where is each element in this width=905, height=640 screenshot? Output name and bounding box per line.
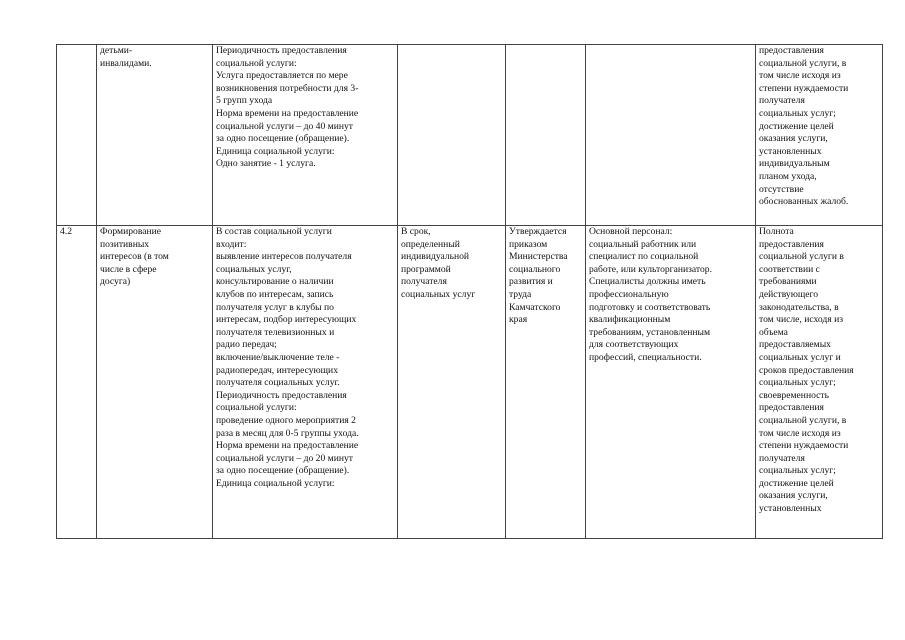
cell-line: досуга) <box>100 276 131 288</box>
cell-line: Камчатского <box>509 301 561 313</box>
cell-line: Услуга предоставляется по мере <box>216 70 348 82</box>
cell-line: Периодичность предоставления <box>216 45 347 56</box>
cell-line: сроков предоставления <box>759 364 854 376</box>
cell-line: 5 групп ухода <box>216 95 273 107</box>
cell-line: социальных услуг; <box>759 107 836 119</box>
cell-line: Единица социальной услуги: <box>216 145 335 157</box>
cell-line: В срок, <box>401 226 431 237</box>
cell-line: подготовку и соответствовать <box>589 301 711 313</box>
cell-line: профессиональную <box>589 288 669 300</box>
cell-number <box>57 45 97 226</box>
cell-line: степени нуждаемости <box>759 82 849 94</box>
cell-line: за одно посещение (обращение). <box>216 133 350 145</box>
cell-line: установленных <box>759 503 822 515</box>
cell-line: объема <box>759 326 788 338</box>
cell-line: индивидуальным <box>759 158 830 170</box>
cell-line: планом ухода, <box>759 170 817 182</box>
cell-line: социальных услуг; <box>759 377 836 389</box>
cell-line: клубов по интересам, запись <box>216 288 334 300</box>
cell-line: программой <box>401 263 451 275</box>
cell-indicators <box>756 226 883 539</box>
cell-line: своевременность <box>759 389 829 401</box>
cell-line: радио передач; <box>216 339 277 351</box>
cell-line: индивидуальной <box>401 251 470 263</box>
cell-line: Норма времени на предоставление <box>216 107 359 119</box>
cell-line: требованиям, установленным <box>589 326 711 338</box>
cell-content <box>213 45 398 226</box>
cell-line: Норма времени на предоставление <box>216 440 359 452</box>
cell-line: определенный <box>401 238 460 250</box>
cell-number: 4.2 <box>57 226 97 539</box>
cell-line: социальных услуг <box>401 288 476 300</box>
cell-line: позитивных <box>100 238 150 250</box>
cell-line: включение/выключение теле - <box>216 351 340 363</box>
cell-line: предоставления <box>759 238 824 250</box>
cell-line: Единица социальной услуги: <box>216 477 335 489</box>
cell-line: социальный работник или <box>589 238 697 250</box>
cell-line: Полнота <box>759 226 794 237</box>
cell-line: числе в сфере <box>100 263 157 275</box>
cell-tariff <box>506 226 586 539</box>
cell-line: оказания услуги, <box>759 133 828 145</box>
cell-line: социальных услуг и <box>759 351 841 363</box>
cell-line: радиопередач, интересующих <box>216 364 338 376</box>
cell-line: интересам, подбор интересующих <box>216 314 357 326</box>
cell-line: социальной услуги: <box>216 402 297 414</box>
cell-line: Министерства <box>509 251 568 263</box>
cell-line: квалификационным <box>589 314 671 326</box>
cell-line: специалист по социальной <box>589 251 699 263</box>
cell-line: интересов (в том <box>100 251 169 263</box>
cell-line: предоставляемых <box>759 339 831 351</box>
cell-line: получателя телевизионных и <box>216 326 335 338</box>
cell-line: Одно занятие - 1 услуга. <box>216 158 316 170</box>
cell-line: том числе исходя из <box>759 70 841 82</box>
cell-line: края <box>509 314 528 326</box>
cell-line: для соответствующих <box>589 339 679 351</box>
services-table <box>56 44 883 539</box>
cell-line: социальных услуг, <box>216 263 292 275</box>
cell-line: социальных услуг; <box>759 465 836 477</box>
cell-line: требованиями <box>759 276 817 288</box>
cell-line: получателя <box>401 276 447 288</box>
cell-line: получателя <box>759 452 805 464</box>
cell-line: достижение целей <box>759 120 834 132</box>
cell-line: социального <box>509 263 561 275</box>
cell-line: детьми- <box>100 45 133 56</box>
cell-line: проведение одного мероприятия 2 <box>216 414 356 426</box>
cell-line: Формирование <box>100 226 162 237</box>
cell-content <box>213 226 398 539</box>
cell-line: социальной услуги: <box>216 57 297 69</box>
cell-line: предоставления <box>759 402 824 414</box>
table-row <box>57 226 883 539</box>
cell-line: работе, или культорганизатор. <box>589 263 712 275</box>
cell-conditions <box>586 226 756 539</box>
cell-tariff <box>506 45 586 226</box>
cell-term <box>398 226 506 539</box>
cell-line: В состав социальной услуги <box>216 226 332 237</box>
cell-line: за одно посещение (обращение). <box>216 465 350 477</box>
cell-line: законодательства, в <box>759 301 839 313</box>
cell-line: Специалисты должны иметь <box>589 276 706 288</box>
cell-line: обоснованных жалоб. <box>759 196 849 208</box>
cell-line: получателя услуг в клубы по <box>216 301 334 313</box>
cell-line: том числе исходя из <box>759 427 841 439</box>
cell-line: степени нуждаемости <box>759 440 849 452</box>
cell-line: социальной услуги – до 20 минут <box>216 452 353 464</box>
cell-line: том числе, исходя из <box>759 314 844 326</box>
cell-line: Основной персонал: <box>589 226 673 237</box>
cell-line: установленных <box>759 145 822 157</box>
cell-term <box>398 45 506 226</box>
cell-line: социальной услуги в <box>759 251 844 263</box>
cell-line: социальной услуги – до 40 минут <box>216 120 353 132</box>
cell-line: раза в месяц для 0-5 группы ухода. <box>216 427 359 439</box>
cell-line: приказом <box>509 238 548 250</box>
cell-indicators <box>756 45 883 226</box>
cell-line: Утверждается <box>509 226 567 237</box>
cell-line: труда <box>509 288 532 300</box>
cell-line: получателя социальных услуг. <box>216 377 340 389</box>
cell-line: получателя <box>759 95 805 107</box>
cell-line: возникновения потребности для 3- <box>216 82 359 94</box>
cell-line: отсутствие <box>759 183 804 195</box>
cell-line: профессий, специальности. <box>589 351 702 363</box>
cell-line: инвалидами. <box>100 57 152 69</box>
table-row <box>57 45 883 226</box>
cell-line: действующего <box>759 288 819 300</box>
cell-line: развития и <box>509 276 553 288</box>
cell-line: Периодичность предоставления <box>216 389 347 401</box>
cell-line: входит: <box>216 238 247 250</box>
cell-line: выявление интересов получателя <box>216 251 352 263</box>
cell-line: предоставления <box>759 45 824 56</box>
cell-line: соответствии с <box>759 263 820 275</box>
cell-line: достижение целей <box>759 477 834 489</box>
cell-service-name <box>97 45 213 226</box>
cell-line: оказания услуги, <box>759 490 828 502</box>
cell-service-name <box>97 226 213 539</box>
cell-line: социальной услуги, в <box>759 414 847 426</box>
cell-line: социальной услуги, в <box>759 57 847 69</box>
cell-line: консультирование о наличии <box>216 276 334 288</box>
cell-conditions <box>586 45 756 226</box>
